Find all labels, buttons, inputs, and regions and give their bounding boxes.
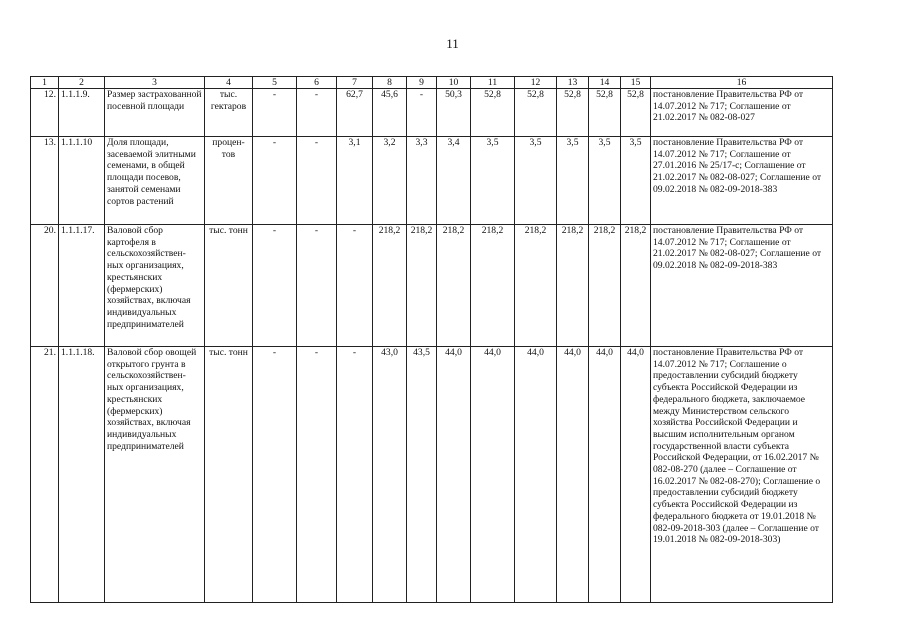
value-cell: 44,0 [589, 347, 621, 603]
row-code: 1.1.1.9. [59, 89, 105, 137]
row-number: 13. [31, 137, 59, 225]
legal-basis: постановление Правительства РФ от 14.07.2012 № 717; Соглашение от 27.01.2016 № 25/17-с; Соглашение от 21.02.2017 № 082-08-027; Соглашение от 09.02.2018 № 082-09-2018-383 [651, 137, 833, 225]
value-cell: 52,8 [589, 89, 621, 137]
header-cell: 7 [337, 77, 373, 89]
value-cell: 218,2 [373, 225, 407, 347]
value-cell: - [253, 89, 297, 137]
value-cell: 218,2 [471, 225, 515, 347]
row-code: 1.1.1.17. [59, 225, 105, 347]
value-cell: - [337, 225, 373, 347]
header-cell: 6 [297, 77, 337, 89]
row-number: 21. [31, 347, 59, 603]
unit: тыс. тонн [205, 225, 253, 347]
header-cell: 14 [589, 77, 621, 89]
value-cell: 3,5 [589, 137, 621, 225]
value-cell: 43,0 [373, 347, 407, 603]
value-cell: 3,5 [515, 137, 557, 225]
header-cell: 16 [651, 77, 833, 89]
row-number: 12. [31, 89, 59, 137]
value-cell: 3,2 [373, 137, 407, 225]
legal-basis: постановление Правительства РФ от 14.07.2012 № 717; Соглашение от 21.02.2017 № 082-08-027; Соглашение от 09.02.2018 № 082-09-2018-383 [651, 225, 833, 347]
value-cell: - [297, 347, 337, 603]
value-cell: 218,2 [407, 225, 437, 347]
value-cell: - [297, 89, 337, 137]
table-row [31, 225, 833, 347]
header-cell: 8 [373, 77, 407, 89]
header-cell: 1 [31, 77, 59, 89]
indicator-name: Размер застрахованной посевной площади [105, 89, 205, 137]
table-row [31, 347, 833, 603]
value-cell: - [253, 347, 297, 603]
header-cell: 3 [105, 77, 205, 89]
value-cell: 52,8 [515, 89, 557, 137]
header-cell: 13 [557, 77, 589, 89]
value-cell: 44,0 [557, 347, 589, 603]
value-cell: 44,0 [515, 347, 557, 603]
value-cell: 44,0 [621, 347, 651, 603]
value-cell: - [253, 137, 297, 225]
indicators-table [30, 76, 833, 603]
value-cell: - [337, 347, 373, 603]
value-cell: 3,4 [437, 137, 471, 225]
value-cell: 3,5 [621, 137, 651, 225]
header-cell: 10 [437, 77, 471, 89]
value-cell: - [407, 89, 437, 137]
table-row [31, 137, 833, 225]
value-cell: 218,2 [437, 225, 471, 347]
header-cell: 2 [59, 77, 105, 89]
indicator-name: Валовой сбор картофеля в сельскохозяйствен-ных организациях, крестьянских (фермерских) хозяйствах, включая индивидуальных предпринимателей [105, 225, 205, 347]
header-cell: 9 [407, 77, 437, 89]
value-cell: 3,1 [337, 137, 373, 225]
value-cell: 218,2 [515, 225, 557, 347]
value-cell: - [253, 225, 297, 347]
value-cell: 44,0 [471, 347, 515, 603]
value-cell: 3,5 [557, 137, 589, 225]
value-cell: 50,3 [437, 89, 471, 137]
unit: тыс. гектаров [205, 89, 253, 137]
value-cell: 3,5 [471, 137, 515, 225]
header-cell: 12 [515, 77, 557, 89]
value-cell: - [297, 225, 337, 347]
header-cell: 5 [253, 77, 297, 89]
row-number: 20. [31, 225, 59, 347]
unit: процен-тов [205, 137, 253, 225]
header-cell: 4 [205, 77, 253, 89]
value-cell: 3,3 [407, 137, 437, 225]
header-row [31, 77, 833, 89]
legal-basis: постановление Правительства РФ от 14.07.2012 № 717; Соглашение от 21.02.2017 № 082-08-027 [651, 89, 833, 137]
value-cell: 218,2 [557, 225, 589, 347]
value-cell: 52,8 [471, 89, 515, 137]
value-cell: 43,5 [407, 347, 437, 603]
page-number: 11 [446, 36, 459, 51]
header-cell: 15 [621, 77, 651, 89]
value-cell: 44,0 [437, 347, 471, 603]
legal-basis: постановление Правительства РФ от 14.07.2012 № 717; Соглашение о предоставлении субсидий бюджету субъекта Российской Федерации из федерального бюджета, заключаемое между Министерством сельского хозяйства Российской Федерации и высшим исполнительным органом государственной власти субъекта Российской Федерации, от 16.02.2017 № 082-08-270 (далее – Соглашение от 16.02.2017 № 082-08-270); Соглашение о предоставлении субсидий бюджету субъекта Российской Федерации из федерального бюджета от 19.01.2018 № 082-09-2018-303 (далее – Соглашение от 19.01.2018 № 082-09-2018-303) [651, 347, 833, 603]
value-cell: - [297, 137, 337, 225]
value-cell: 52,8 [557, 89, 589, 137]
value-cell: 218,2 [589, 225, 621, 347]
indicator-name: Валовой сбор овощей открытого грунта в сельскохозяйствен-ных организациях, крестьянских (фермерских) хозяйствах, включая индивидуальных предпринимателей [105, 347, 205, 603]
value-cell: 45,6 [373, 89, 407, 137]
unit: тыс. тонн [205, 347, 253, 603]
row-code: 1.1.1.10 [59, 137, 105, 225]
value-cell: 52,8 [621, 89, 651, 137]
table-row [31, 89, 833, 137]
header-cell: 11 [471, 77, 515, 89]
row-code: 1.1.1.18. [59, 347, 105, 603]
value-cell: 62,7 [337, 89, 373, 137]
value-cell: 218,2 [621, 225, 651, 347]
indicator-name: Доля площади, засеваемой элитными семенами, в общей площади посевов, занятой семенами сортов растений [105, 137, 205, 225]
